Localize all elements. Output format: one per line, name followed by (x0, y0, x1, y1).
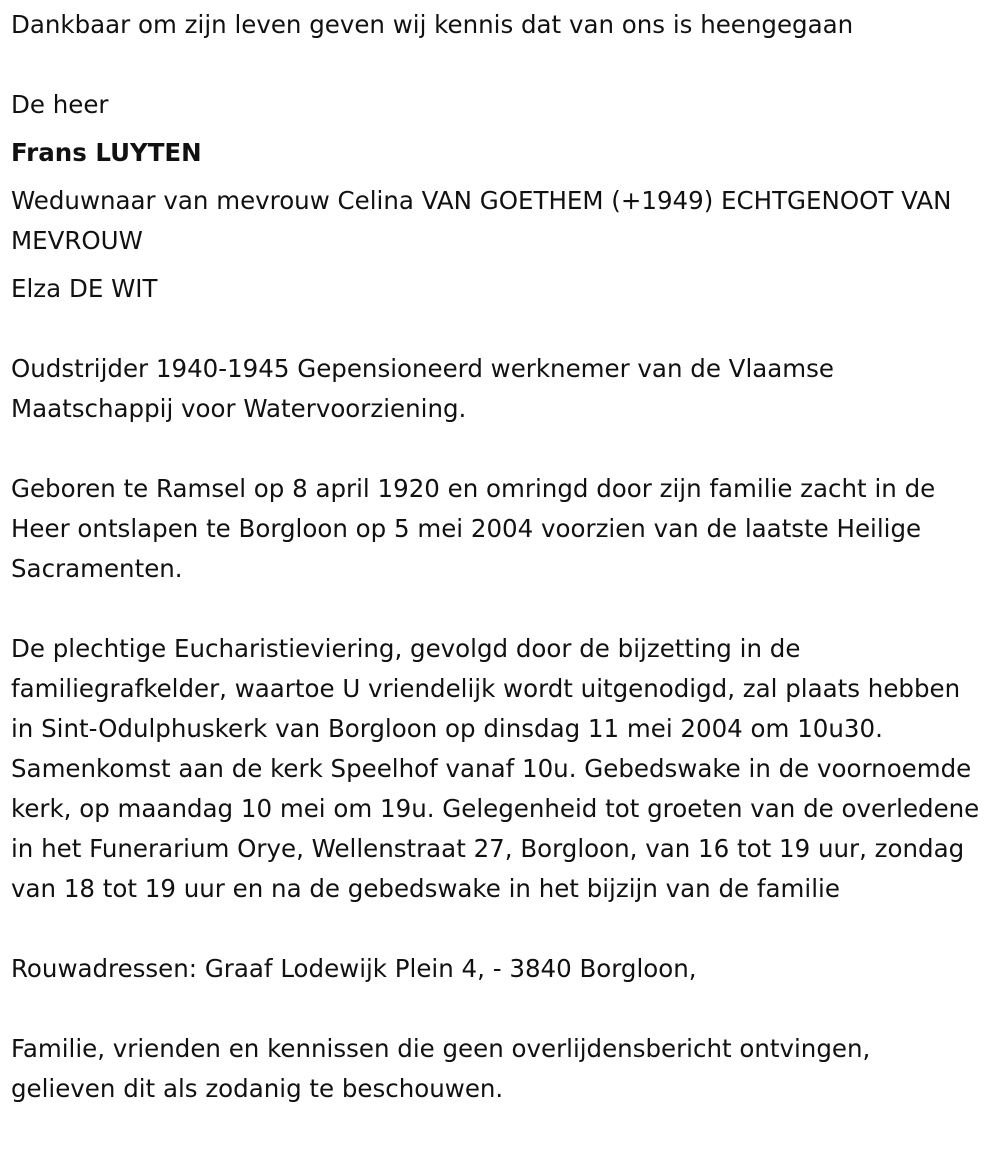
intro-text: Dankbaar om zijn leven geven wij kennis dat van ons is heengegaan (11, 10, 854, 39)
salutation: De heer (11, 90, 109, 119)
ceremony-text: De plechtige Eucharistieviering, gevolgd door de bijzetting in de familiegrafkelder, waartoe U vriendelijk wordt uitgenodigd, zal plaats hebben in Sint-Odulphuskerk van Borgloon op dinsdag 11 mei 2004 om 10u30. Samenkomst aan de kerk Speelhof vanaf 10u. Gebedswake in de voornoemde kerk, op maandag 10 mei om 19u. Gelegenheid tot groeten van de overledene in het Funerarium Orye, Wellenstraat 27, Borgloon, van 16 tot 19 uur, zondag van 18 tot 19 uur en na de gebedswake in het bijzijn van de familie (11, 634, 980, 903)
spouse-line: Weduwnaar van mevrouw Celina VAN GOETHEM (+1949) ECHTGENOOT VAN MEVROUW (11, 186, 952, 255)
deceased-name: Frans LUYTEN (11, 138, 202, 167)
career-text: Oudstrijder 1940-1945 Gepensioneerd werknemer van de Vlaamse Maatschappij voor Watervoorziening. (11, 354, 834, 423)
birth-death-text: Geboren te Ramsel op 8 april 1920 en omringd door zijn familie zacht in de Heer ontslapen te Borgloon op 5 mei 2004 voorzien van de laatste Heilige Sacramenten. (11, 474, 936, 583)
closing-text: Familie, vrienden en kennissen die geen overlijdensbericht ontvingen, gelieven dit als zodanig te beschouwen. (11, 1034, 871, 1103)
mourning-address: Rouwadressen: Graaf Lodewijk Plein 4, - 3840 Borgloon, (11, 954, 697, 983)
spouse-name: Elza DE WIT (11, 274, 158, 303)
